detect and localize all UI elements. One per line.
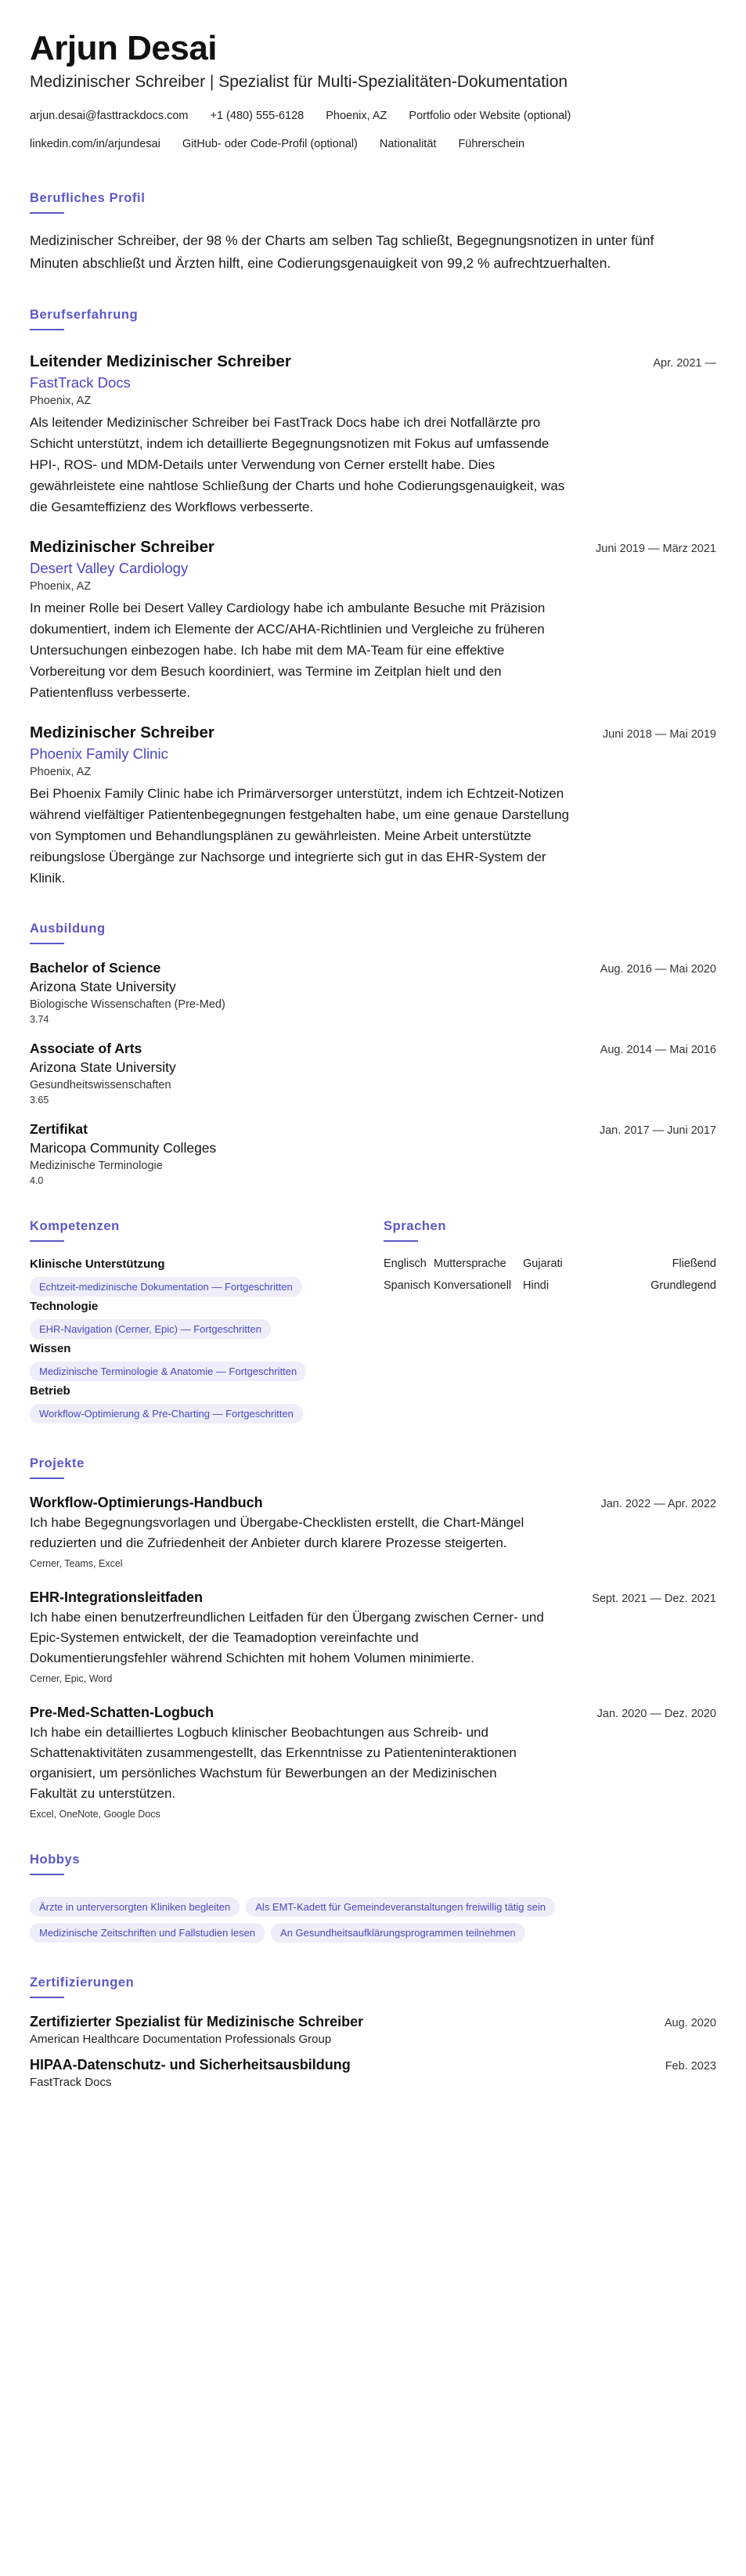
skill-group [30, 1300, 384, 1339]
contact-email[interactable]: arjun.desai@fasttrackdocs.com [30, 110, 189, 122]
project-date: Jan. 2020 — Dez. 2020 [596, 1708, 716, 1720]
contact-nationality: Nationalität [379, 138, 437, 150]
language-level: Konversationell [434, 1279, 512, 1292]
education-entry [30, 1041, 716, 1106]
job-role: Medizinischer Schreiber [30, 538, 214, 556]
language-level: Grundlegend [650, 1279, 716, 1292]
project-tools: Excel, OneNote, Google Docs [30, 1809, 160, 1820]
certifications-section [30, 1975, 716, 2089]
education-degree: Bachelor of Science [30, 960, 161, 976]
contact-linkedin[interactable]: linkedin.com/in/arjundesai [30, 138, 160, 150]
education-entry [30, 1121, 716, 1186]
job-company: Phoenix Family Clinic [30, 745, 168, 762]
section-title: Kompetenzen [30, 1219, 120, 1233]
headline: Medizinischer Schreiber | Spezialist für Multi-Spezialitäten-Dokumentation [30, 73, 568, 91]
project-date: Jan. 2022 — Apr. 2022 [600, 1498, 716, 1510]
job-location: Phoenix, AZ [30, 766, 92, 778]
skill-category: Klinische Unterstützung [30, 1257, 165, 1271]
section-divider [30, 1240, 64, 1242]
section-divider [30, 1477, 64, 1479]
section-divider [30, 943, 64, 944]
language-level: Muttersprache [434, 1257, 506, 1270]
languages-section [384, 1219, 716, 1423]
project-description: Ich habe einen benutzerfreundlichen Leitfaden für den Übergang zwischen Cerner- und Epic-Systemen entwickelt, der die Teamadoption vereinfachte und Dokumentierungsfehler während Schichten mit hohem Volumen minimierte. [30, 1610, 544, 1665]
education-date: Jan. 2017 — Juni 2017 [599, 1124, 716, 1137]
project-title: EHR-Integrationsleitfaden [30, 1589, 204, 1605]
hobby-list [30, 1891, 716, 1943]
section-title: Hobbys [30, 1853, 81, 1867]
resume-header [30, 28, 716, 158]
job-entry [30, 538, 716, 703]
section-title: Projekte [30, 1456, 85, 1470]
education-gpa: 3.65 [30, 1095, 49, 1106]
contact-license: Führerschein [458, 138, 525, 150]
language-list [384, 1257, 716, 1292]
education-school: Maricopa Community Colleges [30, 1140, 217, 1156]
contact-location: Phoenix, AZ [326, 110, 387, 122]
section-title: Ausbildung [30, 922, 106, 936]
education-section [30, 922, 716, 1186]
profile-summary: Medizinischer Schreiber, der 98 % der Charts am selben Tag schließt, Begegnungsnotizen in unter fünf Minuten abschließt und Ärzten hilft, eine Codierungsgenauigkeit von 99,2 % aufrechtzuerhalten. [30, 233, 654, 271]
job-description: In meiner Rolle bei Desert Valley Cardiology habe ich ambulante Besuche mit Präzision dokumentiert, indem ich Elemente der ACC/AHA-Richtlinien und Vergleiche zu früheren Untersuchungen einbezogen habe. Ich habe mit dem MA-Team für eine effektive Vorbereitung vor dem Besuch koordiniert, was Termine im Zeitplan hielt und den Patientenfluss verbesserte. [30, 601, 546, 700]
skill-group [30, 1342, 384, 1381]
project-tools: Cerner, Teams, Excel [30, 1558, 123, 1569]
skill-groups [30, 1257, 384, 1423]
certification-title: HIPAA-Datenschutz- und Sicherheitsausbildung [30, 2057, 351, 2073]
experience-section [30, 308, 716, 889]
job-date: Juni 2019 — März 2021 [596, 543, 716, 555]
job-company: FastTrack Docs [30, 374, 131, 391]
skills-languages-row [30, 1219, 716, 1423]
education-field: Biologische Wissenschaften (Pre-Med) [30, 998, 225, 1011]
section-divider [384, 1240, 418, 1242]
education-field: Medizinische Terminologie [30, 1160, 163, 1172]
section-divider [30, 212, 64, 214]
job-role: Leitender Medizinischer Schreiber [30, 352, 291, 370]
job-role: Medizinischer Schreiber [30, 723, 214, 741]
language-name: Gujarati [523, 1257, 563, 1270]
education-date: Aug. 2014 — Mai 2016 [600, 1044, 716, 1056]
education-list [30, 960, 716, 1186]
certification-date: Feb. 2023 [665, 2060, 716, 2073]
job-location: Phoenix, AZ [30, 580, 92, 593]
education-gpa: 4.0 [30, 1175, 44, 1186]
section-title: Zertifizierungen [30, 1975, 135, 1990]
skill-category: Technologie [30, 1300, 99, 1313]
project-list [30, 1495, 716, 1820]
skill-category: Wissen [30, 1342, 71, 1355]
project-tools: Cerner, Epic, Word [30, 1673, 113, 1684]
education-degree: Zertifikat [30, 1121, 88, 1137]
project-title: Workflow-Optimierungs-Handbuch [30, 1495, 263, 1510]
project-entry [30, 1705, 716, 1820]
section-title: Sprachen [384, 1219, 446, 1233]
job-company: Desert Valley Cardiology [30, 560, 189, 576]
certification-title: Zertifizierter Spezialist für Medizinische Schreiber [30, 2014, 364, 2029]
job-entry [30, 723, 716, 889]
education-field: Gesundheitswissenschaften [30, 1079, 171, 1091]
job-date: Apr. 2021 — [653, 357, 716, 370]
language-name: Hindi [523, 1279, 550, 1292]
skill-group [30, 1257, 384, 1297]
project-title: Pre-Med-Schatten-Logbuch [30, 1705, 214, 1720]
certification-entry [30, 2014, 716, 2046]
education-gpa: 3.74 [30, 1014, 49, 1025]
projects-section [30, 1456, 716, 1820]
education-school: Arizona State University [30, 1059, 176, 1075]
project-entry [30, 1495, 716, 1569]
contact-portfolio[interactable]: Portfolio oder Website (optional) [409, 110, 571, 122]
education-date: Aug. 2016 — Mai 2020 [600, 963, 716, 976]
hobby-chip: An Gesundheitsaufklärungsprogrammen teilnehmen [271, 1923, 525, 1943]
section-divider [30, 329, 64, 330]
skill-chip: Echtzeit-medizinische Dokumentation — Fortgeschritten [30, 1277, 302, 1297]
contact-github[interactable]: GitHub- oder Code-Profil (optional) [182, 138, 358, 150]
job-description: Bei Phoenix Family Clinic habe ich Primärversorger unterstützt, indem ich Echtzeit-Notizen während vielfältiger Patientenbegegnungen festgehalten habe, um eine genaue Darstellung von Symptomen und Behandlungsplänen zu gewährleisten. Meine Arbeit unterstützte reibungslose Übergänge zur Nachsorge und integrierte sich gut in das EHR-System der Klinik. [30, 786, 570, 886]
hobby-chip: Ärzte in unterversorgten Kliniken begleiten [30, 1897, 240, 1917]
job-list [30, 352, 716, 889]
contact-info [30, 102, 716, 158]
section-divider [30, 1874, 64, 1875]
candidate-name: Arjun Desai [30, 29, 218, 67]
project-entry [30, 1589, 716, 1684]
project-description: Ich habe ein detailliertes Logbuch klinischer Beobachtungen aus Schreib- und Schattenaktivitäten zusammengestellt, das Erkenntnisse zu Patienteninteraktionen organisiert, um persönliches Wachstum für Bewerbungen an der Medizinischen Fakultät zu unterstützen. [30, 1725, 517, 1801]
education-entry [30, 960, 716, 1025]
skill-category: Betrieb [30, 1384, 70, 1398]
section-divider [30, 1997, 64, 1998]
language-name: Spanisch [384, 1279, 431, 1292]
certification-list [30, 2014, 716, 2089]
skills-section [30, 1219, 384, 1423]
certification-issuer: FastTrack Docs [30, 2076, 112, 2089]
skill-chip: EHR-Navigation (Cerner, Epic) — Fortgeschritten [30, 1319, 271, 1339]
job-description: Als leitender Medizinischer Schreiber bei FastTrack Docs habe ich drei Notfallärzte pro Schicht unterstützt, indem ich detaillierte Begegnungsnotizen mit Fokus auf umfassende HPI-, ROS- und MDM-Details unter Verwendung von Cerner erstellt habe. Dies gewährleistete eine nahtlose Schließung der Charts und hohe Codierungsgenauigkeit, was die Gesamteffizienz des Workflows verbesserte. [30, 415, 565, 514]
certification-entry [30, 2057, 716, 2089]
job-date: Juni 2018 — Mai 2019 [602, 728, 716, 741]
education-school: Arizona State University [30, 979, 176, 994]
project-description: Ich habe Begegnungsvorlagen und Übergabe-Checklisten erstellt, die Chart-Mängel reduzierten und die Zufriedenheit der Anbieter durch klarere Prozesse steigerten. [30, 1515, 524, 1550]
skill-chip: Workflow-Optimierung & Pre-Charting — Fortgeschritten [30, 1404, 303, 1423]
section-title: Berufliches Profil [30, 191, 146, 205]
job-entry [30, 352, 716, 518]
hobby-chip: Als EMT-Kadett für Gemeindeveranstaltungen freiwillig tätig sein [246, 1897, 555, 1917]
language-name: Englisch [384, 1257, 427, 1270]
certification-date: Aug. 2020 [664, 2017, 716, 2029]
hobbies-section [30, 1853, 716, 1943]
section-title: Berufserfahrung [30, 308, 139, 322]
certification-issuer: American Healthcare Documentation Professionals Group [30, 2033, 332, 2046]
hobby-chip: Medizinische Zeitschriften und Fallstudien lesen [30, 1923, 265, 1943]
profile-section [30, 191, 716, 275]
language-level: Fließend [672, 1257, 716, 1270]
skill-chip: Medizinische Terminologie & Anatomie — Fortgeschritten [30, 1362, 306, 1381]
job-location: Phoenix, AZ [30, 395, 92, 407]
contact-phone[interactable]: +1 (480) 555-6128 [210, 110, 305, 122]
education-degree: Associate of Arts [30, 1041, 142, 1056]
skill-group [30, 1384, 384, 1423]
project-date: Sept. 2021 — Dez. 2021 [592, 1593, 716, 1605]
